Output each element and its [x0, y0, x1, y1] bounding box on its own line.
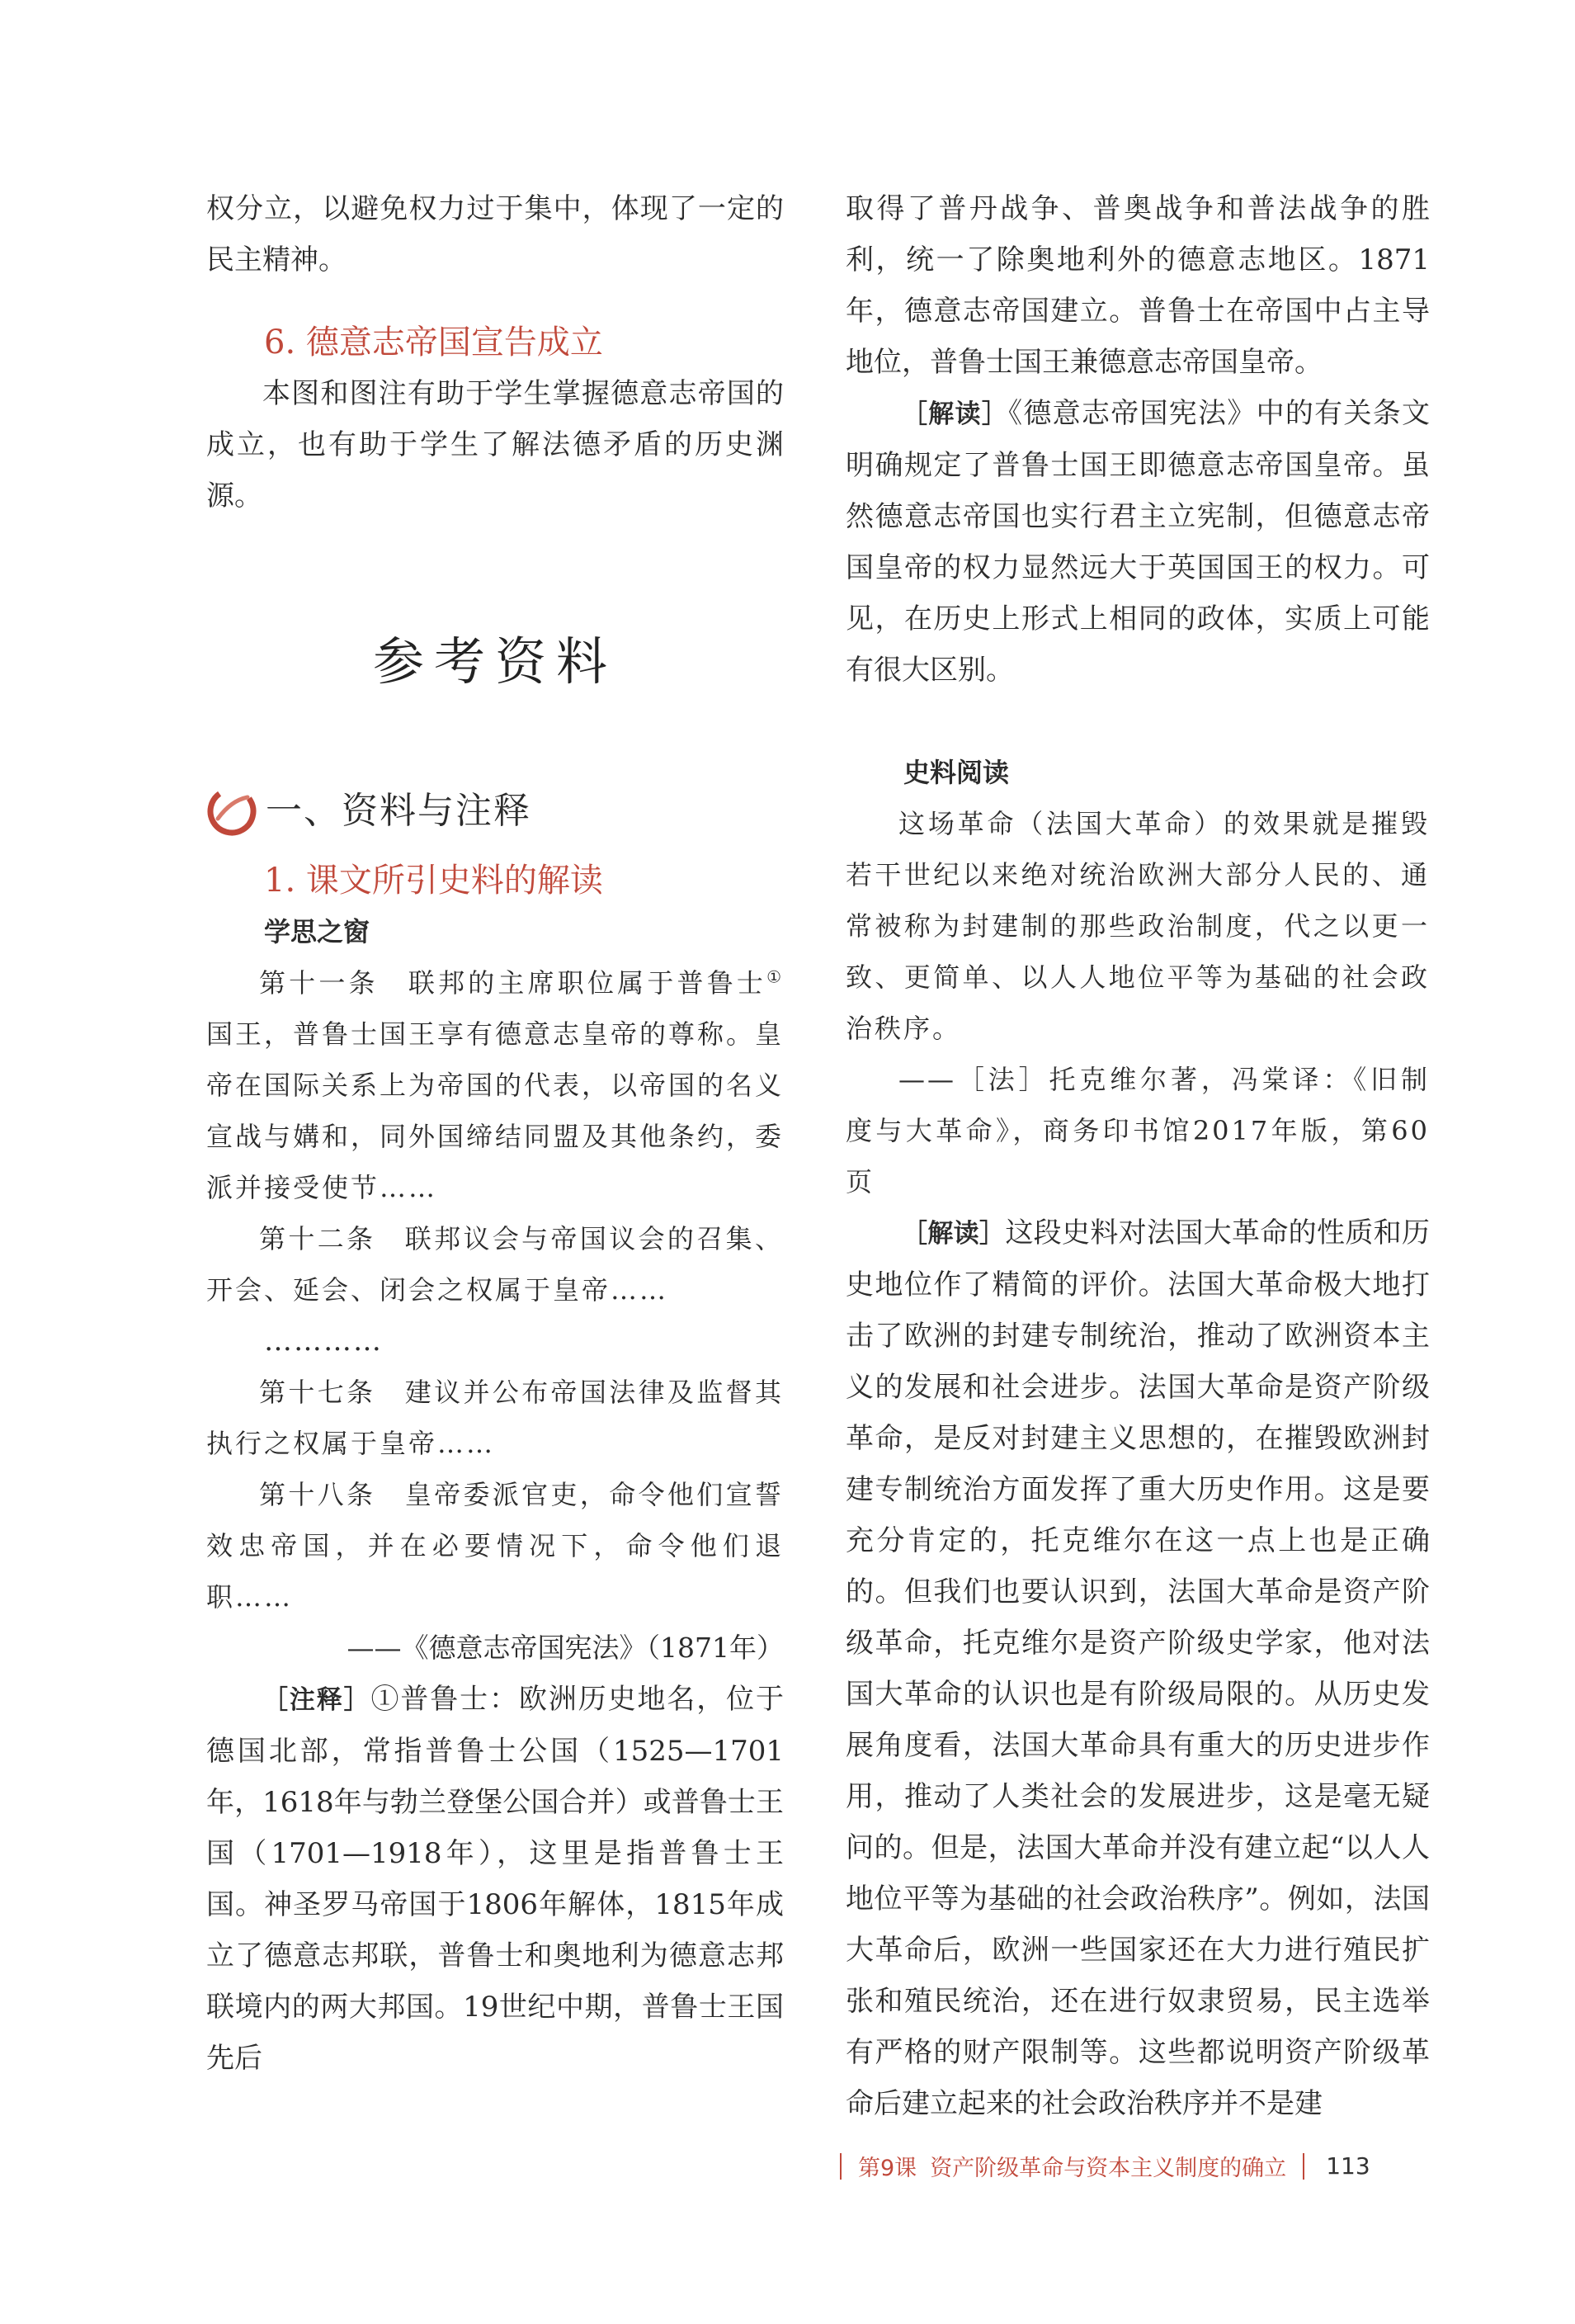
article-18: 第十八条 皇帝委派官吏，命令他们宣誓效忠帝国，并在必要情况下，命令他们退职…… — [206, 1479, 784, 1613]
right-column — [846, 183, 1430, 2129]
chapter-heading — [206, 786, 784, 837]
footnote-marker: ① — [766, 966, 784, 987]
continued-paragraph: 取得了普丹战争、普奥战争和普法战争的胜利，统一了除奥地利外的德意志地区。1871年，德意志帝国建立。普鲁士在帝国中占主导地位，普鲁士国王兼德意志帝国皇帝。 — [846, 192, 1430, 379]
section-6-paragraph: 本图和图注有助于学生掌握德意志帝国的成立，也有助于学生了解法德矛盾的历史渊源。 — [206, 377, 784, 513]
footer-divider-2 — [1303, 2153, 1304, 2180]
ellipsis-line: ………… — [264, 1325, 383, 1358]
page-footer — [840, 2150, 1434, 2182]
footer-divider — [840, 2153, 842, 2180]
note-paragraph — [206, 1674, 784, 2084]
page-number: 113 — [1326, 2152, 1370, 2180]
article-11 — [206, 957, 784, 1213]
article-12: 第十二条 联邦议会与帝国议会的召集、开会、延会、闭会之权属于皇帝…… — [206, 1223, 784, 1306]
article-11-text: 第十一条 联邦的主席职位属于普鲁士 — [259, 967, 767, 999]
footer-title: 资产阶级革命与资本主义制度的确立 — [930, 2156, 1287, 2181]
interpretation-1-text: 《德意志帝国宪法》中的有关条文明确规定了普鲁士国王即德意志帝国皇帝。虽然德意志帝国也实行君主立宪制，但德意志帝国皇帝的权力显然远大于英国国王的权力。可见，在历史上形式上相同的政体，实质上可能有很大区别。 — [846, 397, 1431, 687]
chapter-title: 一、资料与注释 — [266, 790, 531, 832]
footer-lesson: 第9课 — [858, 2156, 917, 2181]
tocqueville-source: ——［法］托克维尔著，冯棠译：《旧制度与大革命》，商务印书馆2017年版，第60页 — [846, 1064, 1430, 1197]
note-text: ①普鲁士：欧洲历史地名，位于德国北部，常指普鲁士公国（1525—1701年，1618年与勃兰登堡公国合并）或普鲁士王国（1701—1918年），这里是指普鲁士王国。神圣罗马帝国于1806年解体，1815年成立了德意志邦联，普鲁士和奥地利为德意志邦联境内的两大邦国。19世纪中期，普鲁士王国先后 — [206, 1683, 785, 2075]
left-column — [206, 183, 784, 2084]
interpretation-label: ［解读］ — [902, 399, 1009, 429]
interpretation-1 — [846, 388, 1430, 696]
interpretation-2 — [846, 1207, 1430, 2129]
article-17: 第十七条 建议并公布帝国法律及监督其执行之权属于皇帝…… — [206, 1377, 784, 1459]
constitution-source: ——《德意志帝国宪法》（1871年） — [347, 1632, 784, 1664]
tocqueville-quote: 这场革命（法国大革命）的效果就是摧毁若干世纪以来绝对统治欧洲大部分人民的、通常被称为封建制的那些政治制度，代之以更一致、更简单、以人人地位平等为基础的社会政治秩序。 — [846, 808, 1430, 1044]
article-11-rest: 国王，普鲁士国王享有德意志皇帝的尊称。皇帝在国际关系上为帝国的代表，以帝国的名义宣战与媾和，同外国缔结同盟及其他条约，委派并接受使节…… — [206, 1018, 785, 1203]
note-label: ［注释］ — [262, 1685, 371, 1715]
intro-paragraph: 权分立，以避免权力过于集中，体现了一定的民主精神。 — [206, 192, 784, 276]
interpretation-label-2: ［解读］ — [902, 1219, 1006, 1249]
section-1-title: 1. 课文所引史料的解读 — [264, 862, 603, 900]
window-heading: 学思之窗 — [264, 916, 370, 947]
reading-heading: 史料阅读 — [903, 757, 1010, 788]
reference-title: 参考资料 — [372, 631, 617, 692]
interpretation-2-text: 这段史料对法国大革命的性质和历史地位作了精简的评价。法国大革命极大地打击了欧洲的封建专制统治，推动了欧洲资本主义的发展和社会进步。法国大革命是资产阶级革命，是反对封建主义思想的，在摧毁欧洲封建专制统治方面发挥了重大历史作用。这是要充分肯定的，托克维尔在这一点上也是正确的。但我们也要认识到，法国大革命是资产阶级革命，托克维尔是资产阶级史学家，他对法国大革命的认识也是有阶级局限的。从历史发展角度看，法国大革命具有重大的历史进步作用，推动了人类社会的发展进步，这是毫无疑问的。但是，法国大革命并没有建立起“以人人地位平等为基础的社会政治秩序”。例如，法国大革命后，欧洲一些国家还在大力进行殖民扩张和殖民统治，还在进行奴隶贸易，民主选举有严格的财产限制等。这些都说明资产阶级革命后建立起来的社会政治秩序并不是建 — [846, 1216, 1431, 2120]
section-6-title: 6. 德意志帝国宣告成立 — [264, 324, 603, 361]
brush-circle-icon — [206, 786, 257, 837]
